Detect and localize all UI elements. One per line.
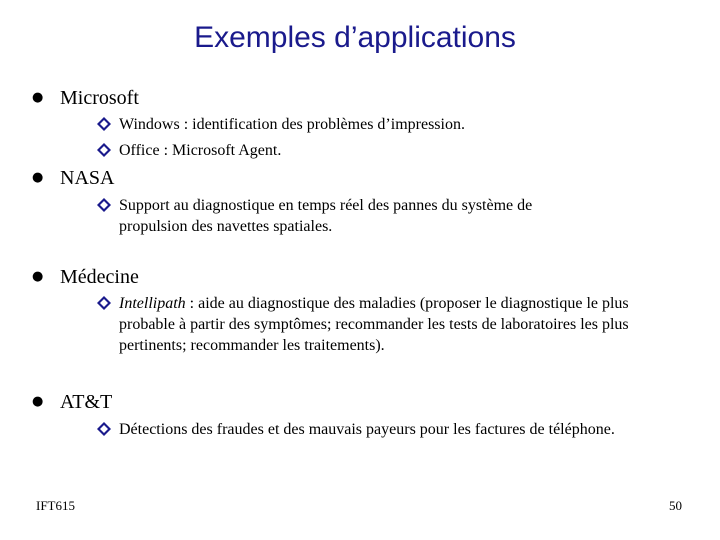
diamond-icon	[97, 117, 111, 131]
sub-bullet-intellipath	[119, 293, 664, 356]
bullet-nasa	[32, 167, 115, 189]
sub-bullet-text: : aide au diagnostique des maladies (proposer le diagnostique le plus probable à partir des symptômes; recommander les tests de laboratoires les plus pertinents; recommander les traitements).	[119, 295, 629, 354]
diamond-icon	[97, 422, 111, 436]
bullet-label: NASA	[60, 167, 115, 189]
black-circle-icon: ●	[32, 90, 44, 105]
footer-course: IFT615	[36, 498, 75, 513]
intellipath-name: Intellipath	[119, 295, 186, 312]
bullet-label: Microsoft	[60, 87, 139, 109]
diamond-icon	[97, 296, 111, 310]
bullet-att	[32, 391, 113, 413]
black-circle-icon: ●	[32, 170, 44, 185]
black-circle-icon: ●	[32, 269, 44, 284]
bullet-label: AT&T	[60, 391, 113, 413]
sub-bullet-nasa	[119, 195, 599, 237]
sub-bullet-office	[119, 140, 679, 161]
bullet-microsoft	[32, 87, 139, 109]
diamond-icon	[97, 143, 111, 157]
footer-page-number: 50	[669, 498, 682, 513]
page-title: Exemples d’applications	[194, 21, 516, 54]
sub-bullet-text: Support au diagnostique en temps réel des pannes du système de propulsion des navettes spatiales.	[119, 197, 533, 235]
sub-bullet-windows	[119, 114, 679, 135]
black-circle-icon: ●	[32, 394, 44, 409]
sub-bullet-text: Détections des fraudes et des mauvais payeurs pour les factures de téléphone.	[119, 421, 615, 438]
sub-bullet-att	[119, 419, 619, 440]
diamond-icon	[97, 198, 111, 212]
sub-bullet-text: Office : Microsoft Agent.	[119, 142, 282, 159]
bullet-label: Médecine	[60, 266, 139, 288]
bullet-medecine	[32, 266, 139, 288]
sub-bullet-text: Windows : identification des problèmes d’impression.	[119, 116, 465, 133]
